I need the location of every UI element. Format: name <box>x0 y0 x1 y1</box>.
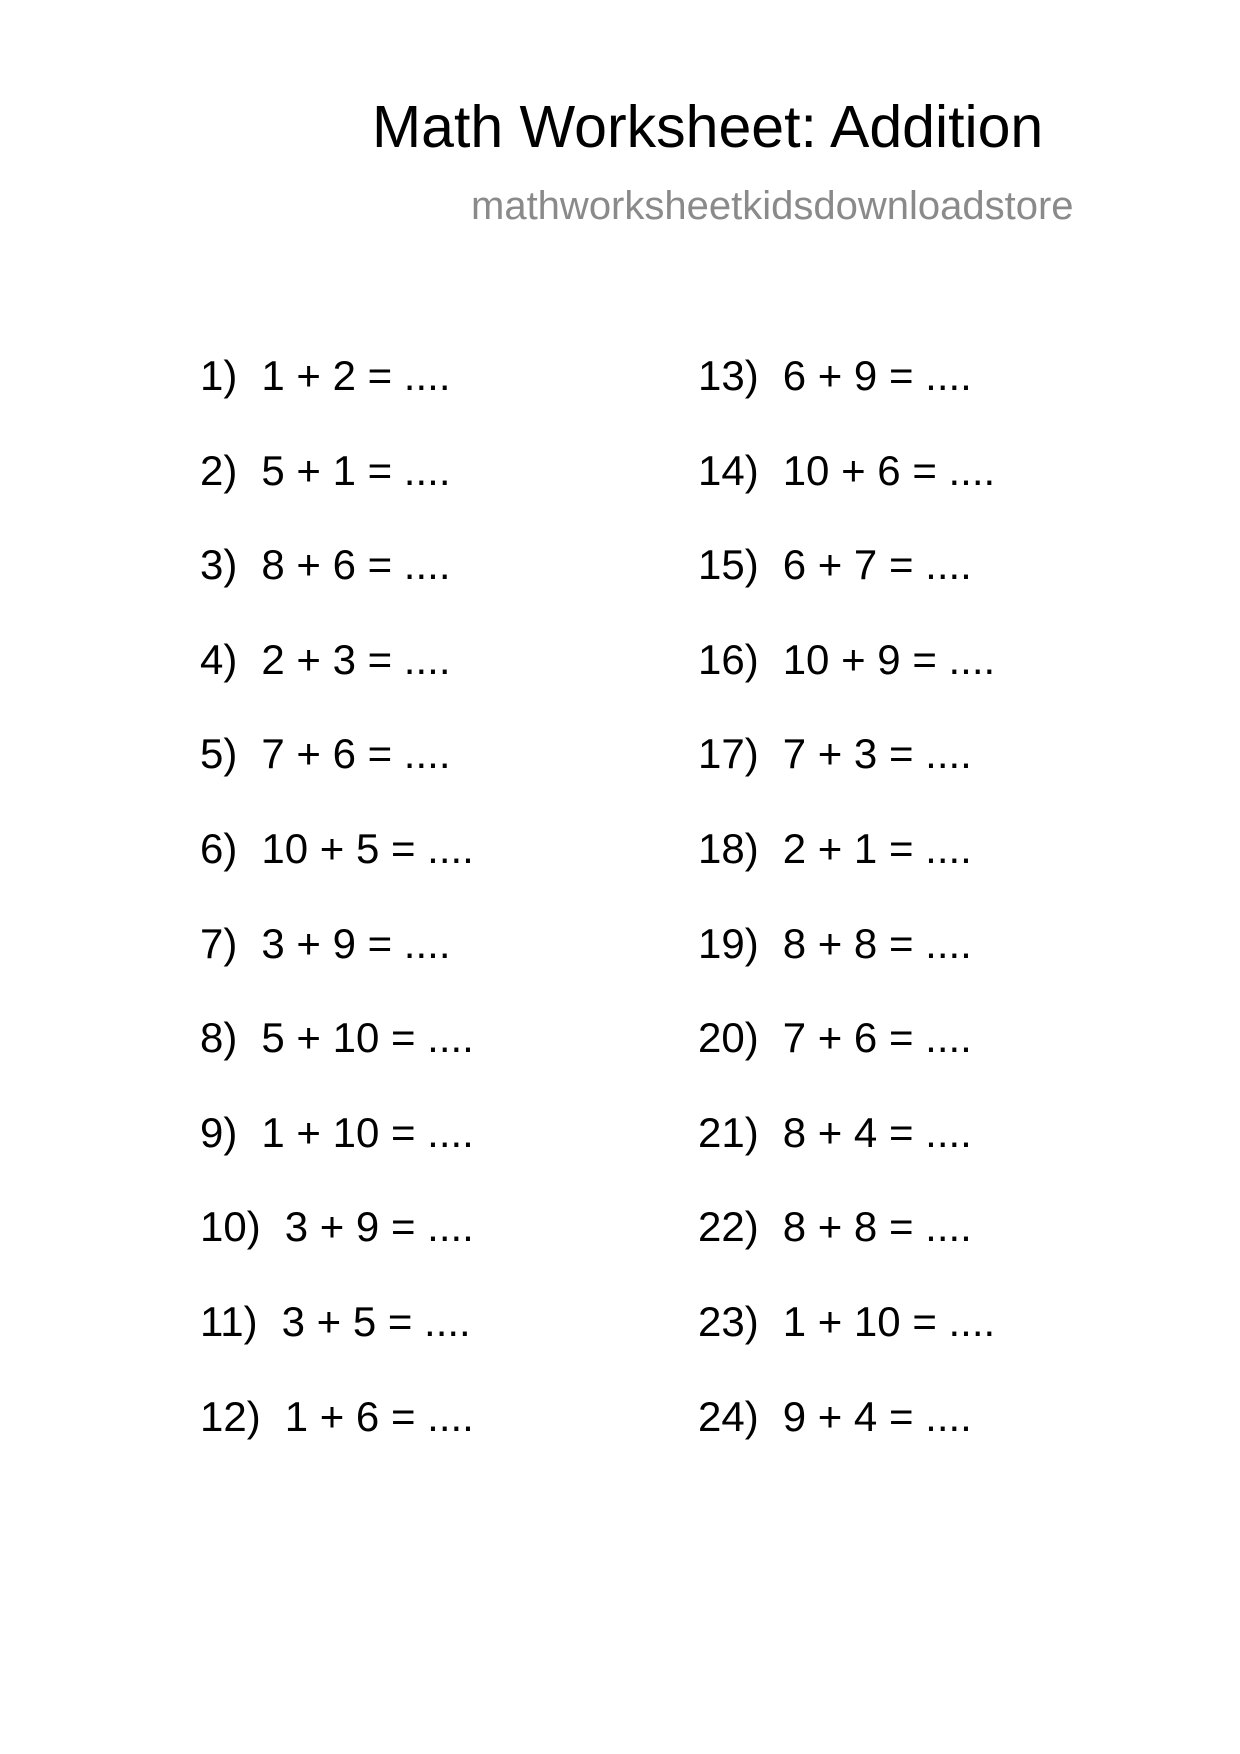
problem-expression: 10 + 6 = .... <box>782 447 996 494</box>
problem-item <box>200 825 474 872</box>
problem-expression: 2 + 3 = .... <box>261 636 451 683</box>
problem-item <box>698 730 972 777</box>
problem-expression: 1 + 10 = .... <box>782 1298 996 1345</box>
problem-item <box>698 1109 972 1156</box>
problem-item <box>698 1203 972 1250</box>
problem-item <box>698 541 972 588</box>
problem-number: 16) <box>698 636 759 683</box>
problem-expression: 9 + 4 = .... <box>782 1393 972 1440</box>
problem-item <box>200 1298 471 1345</box>
problem-number: 10) <box>200 1203 261 1250</box>
problem-number: 11) <box>200 1298 258 1345</box>
problem-expression: 3 + 5 = .... <box>281 1298 471 1345</box>
problem-number: 2) <box>200 447 238 494</box>
problem-expression: 1 + 2 = .... <box>261 352 451 399</box>
problem-expression: 5 + 1 = .... <box>261 447 451 494</box>
problem-expression: 6 + 9 = .... <box>782 352 972 399</box>
problem-number: 23) <box>698 1298 759 1345</box>
problem-expression: 2 + 1 = .... <box>782 825 972 872</box>
problem-item <box>200 730 451 777</box>
problem-item <box>200 1203 474 1250</box>
problem-number: 20) <box>698 1014 759 1061</box>
problem-number: 3) <box>200 541 238 588</box>
problem-expression: 8 + 6 = .... <box>261 541 451 588</box>
problem-item <box>698 1393 972 1440</box>
problem-number: 4) <box>200 636 238 683</box>
problem-number: 6) <box>200 825 238 872</box>
problem-item <box>200 1014 474 1061</box>
problem-expression: 1 + 10 = .... <box>261 1109 474 1156</box>
problem-expression: 6 + 7 = .... <box>782 541 972 588</box>
problem-expression: 10 + 9 = .... <box>782 636 996 683</box>
problem-number: 15) <box>698 541 759 588</box>
problem-number: 13) <box>698 352 759 399</box>
problem-number: 9) <box>200 1109 238 1156</box>
problem-expression: 8 + 4 = .... <box>782 1109 972 1156</box>
problem-item <box>200 920 451 967</box>
problem-expression: 1 + 6 = .... <box>284 1393 474 1440</box>
problem-expression: 10 + 5 = .... <box>261 825 474 872</box>
problem-expression: 3 + 9 = .... <box>261 920 451 967</box>
problem-item <box>200 636 451 683</box>
problem-number: 1) <box>200 352 238 399</box>
problem-number: 12) <box>200 1393 261 1440</box>
problem-item <box>698 352 972 399</box>
problem-expression: 8 + 8 = .... <box>782 1203 972 1250</box>
problem-item <box>698 1298 996 1345</box>
problem-expression: 5 + 10 = .... <box>261 1014 474 1061</box>
page-title: Math Worksheet: Addition <box>372 94 1044 160</box>
problem-expression: 7 + 6 = .... <box>782 1014 972 1061</box>
problem-number: 21) <box>698 1109 759 1156</box>
problem-expression: 8 + 8 = .... <box>782 920 972 967</box>
problem-number: 24) <box>698 1393 759 1440</box>
problem-number: 19) <box>698 920 759 967</box>
problem-number: 17) <box>698 730 759 777</box>
page-subtitle: mathworksheetkidsdownloadstore <box>471 184 1074 228</box>
problem-item <box>698 1014 972 1061</box>
problem-expression: 3 + 9 = .... <box>284 1203 474 1250</box>
problem-number: 5) <box>200 730 238 777</box>
problem-item <box>200 1109 474 1156</box>
problem-item <box>698 825 972 872</box>
problem-item <box>200 1393 474 1440</box>
problem-item <box>200 541 451 588</box>
problem-expression: 7 + 6 = .... <box>261 730 451 777</box>
problem-item <box>698 447 996 494</box>
problem-number: 18) <box>698 825 759 872</box>
problem-number: 8) <box>200 1014 238 1061</box>
problem-item <box>200 352 451 399</box>
problem-number: 22) <box>698 1203 759 1250</box>
problem-number: 7) <box>200 920 238 967</box>
problem-expression: 7 + 3 = .... <box>782 730 972 777</box>
problem-item <box>698 636 996 683</box>
problem-number: 14) <box>698 447 759 494</box>
problem-item <box>698 920 972 967</box>
problem-item <box>200 447 451 494</box>
